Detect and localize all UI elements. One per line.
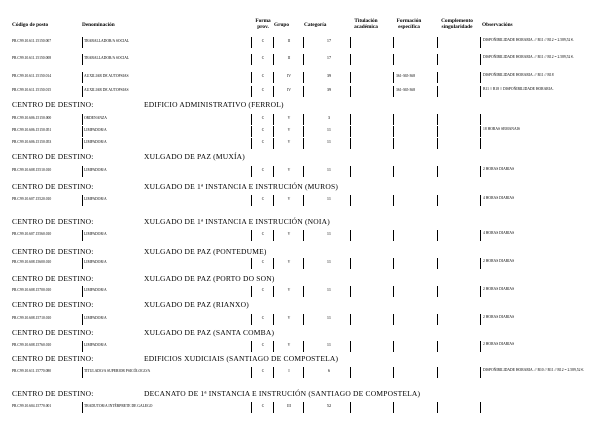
column-divider	[82, 72, 83, 83]
centro-destino-label: CENTRO DE DESTINO:	[12, 247, 94, 256]
table-row	[0, 258, 615, 271]
column-divider	[393, 166, 394, 177]
column-divider	[480, 72, 481, 83]
row-denominacion: LIMPADOR/A	[84, 140, 107, 144]
column-divider	[437, 166, 438, 177]
row-code: PR.C99.10.608.15510.010	[12, 168, 52, 172]
row-code: PR.C99.10.611.15770.080	[12, 369, 52, 373]
centro-destino-label: CENTRO DE DESTINO:	[12, 100, 94, 109]
row-grupo: III	[287, 404, 291, 408]
column-divider	[82, 230, 83, 241]
row-denominacion: LIMPADOR/A	[84, 288, 107, 292]
row-denominacion: LIMPADOR/A	[84, 316, 107, 320]
row-categoria: 6	[327, 367, 331, 373]
column-divider	[480, 166, 481, 177]
column-divider	[437, 114, 438, 125]
row-grupo: V	[287, 140, 291, 144]
column-divider	[393, 367, 394, 378]
table-row	[0, 37, 615, 50]
header-forma: Forma prov.	[255, 18, 271, 30]
column-divider	[393, 138, 394, 149]
row-code: PR.C99.10.606.15150.051	[12, 128, 52, 132]
row-observacions: 2 HORAS DIARIAS	[483, 287, 515, 291]
table-row	[0, 230, 615, 243]
row-forma-prov: C	[261, 404, 265, 408]
column-divider	[393, 258, 394, 269]
header-observaciones: Observacións	[482, 22, 513, 28]
column-divider	[437, 195, 438, 206]
row-denominacion: LIMPADOR/A	[84, 343, 107, 347]
centro-destino-label: CENTRO DE DESTINO:	[12, 182, 94, 191]
column-divider	[393, 314, 394, 325]
row-grupo: V	[287, 316, 291, 320]
row-denominacion: TRABALLADOR/A SOCIAL	[84, 56, 130, 60]
column-divider	[393, 126, 394, 137]
column-divider	[480, 138, 481, 149]
row-categoria: 39	[326, 86, 332, 92]
row-categoria: 11	[326, 230, 332, 236]
column-divider	[437, 37, 438, 48]
row-code: PR.C99.10.604.15770.001	[12, 404, 52, 408]
header-formacion: Formación específica	[396, 18, 422, 30]
row-code: PR.C99.10.611.15150.014	[12, 74, 52, 78]
table-row	[0, 138, 615, 151]
row-forma-prov: C	[261, 116, 265, 120]
row-code: PR.C99.10.608.15760.010	[12, 343, 52, 347]
row-code: PR.C99.10.606.15150.000	[12, 116, 52, 120]
column-divider	[437, 258, 438, 269]
row-denominacion: TITULADO/A SUPERIOR PSICÓLOGO/A	[84, 369, 151, 373]
header-codigo: Código de posto	[12, 22, 49, 28]
table-row	[0, 367, 615, 380]
row-denominacion: ORDENANZA	[84, 116, 107, 120]
column-divider	[393, 86, 394, 97]
row-forma-prov: C	[261, 74, 265, 78]
row-categoria: 11	[326, 126, 332, 132]
row-forma-prov: C	[261, 343, 265, 347]
header-categoria: Categoría	[304, 22, 327, 28]
column-divider	[437, 138, 438, 149]
table-row	[0, 166, 615, 179]
column-divider	[82, 114, 83, 125]
column-divider	[437, 402, 438, 413]
centro-destino-heading	[12, 100, 612, 110]
column-divider	[82, 367, 83, 378]
column-divider	[480, 114, 481, 125]
table-row	[0, 72, 615, 85]
row-categoria: 11	[326, 166, 332, 172]
row-observacions: 4 HORAS DIARIAS	[483, 196, 515, 200]
row-code: PR.C99.10.611.15150.007	[12, 39, 52, 43]
table-row	[0, 341, 615, 354]
row-forma-prov: C	[261, 56, 265, 60]
table-row	[0, 86, 615, 99]
row-categoria: 11	[326, 258, 332, 264]
row-observacions: B11 // B18 // DISPOÑIBILIDADE HORARIA.	[483, 87, 554, 91]
row-code: PR.C99.10.611.15150.008	[12, 56, 52, 60]
centro-destino-label: CENTRO DE DESTINO:	[12, 152, 94, 161]
column-divider	[82, 37, 83, 48]
row-forma-prov: C	[261, 168, 265, 172]
column-divider	[437, 367, 438, 378]
row-observacions: 18 HORAS SEMANAIS	[483, 127, 520, 131]
column-divider	[437, 314, 438, 325]
header-grupo: Grupo	[274, 22, 290, 28]
row-forma-prov: C	[261, 39, 265, 43]
row-code: PR.C99.10.607.15560.010	[12, 232, 52, 236]
table-row	[0, 54, 615, 67]
row-categoria: 39	[326, 72, 332, 78]
row-grupo: II	[287, 56, 291, 60]
centro-destino-heading	[12, 389, 612, 399]
centro-destino-label: CENTRO DE DESTINO:	[12, 300, 94, 309]
row-forma-prov: C	[261, 88, 265, 92]
column-divider	[393, 402, 394, 413]
row-denominacion: TRABALLADOR/A SOCIAL	[84, 39, 130, 43]
centro-destino-label: CENTRO DE DESTINO:	[12, 389, 94, 398]
centro-destino-name: DECANATO DE 1ª INSTANCIA E INSTRUCIÓN (SANTIAGO DE COMPOSTELA)	[144, 389, 421, 398]
row-categoria: 11	[326, 314, 332, 320]
row-grupo: IV	[287, 88, 291, 92]
row-forma-prov: C	[261, 140, 265, 144]
row-categoria: 11	[326, 286, 332, 292]
row-observacions: 2 HORAS DIARIAS	[483, 259, 515, 263]
column-divider	[82, 258, 83, 269]
column-divider	[480, 367, 481, 378]
column-divider	[437, 54, 438, 65]
row-denominacion: AUXILIAR DE AUTOPSIAS	[84, 74, 129, 78]
column-divider	[480, 286, 481, 297]
row-grupo: IV	[287, 74, 291, 78]
row-categoria: 17	[326, 37, 332, 43]
row-code: PR.C99.10.611.15150.015	[12, 88, 52, 92]
row-forma-prov: C	[261, 369, 265, 373]
column-divider	[480, 230, 481, 241]
centro-destino-name: EDIFICIO ADMINISTRATIVO (FERROL)	[144, 100, 284, 109]
header-complemento: Complemento singularidade	[441, 18, 473, 30]
row-denominacion: LIMPADOR/A	[84, 232, 107, 236]
column-divider	[393, 37, 394, 48]
row-code: PR.C99.10.608.15710.010	[12, 316, 52, 320]
column-divider	[393, 72, 394, 83]
column-divider	[393, 341, 394, 352]
row-observacions: DISPOÑIBILIDADE HORARIA. // B11 // B12 = 2.589,52 €.	[483, 55, 575, 59]
column-divider	[480, 195, 481, 206]
row-forma-prov: C	[261, 288, 265, 292]
row-forma-prov: C	[261, 128, 265, 132]
centro-destino-name: XULGADO DE 1ª INSTANCIA E INSTRUCIÓN (NOIA)	[144, 217, 330, 226]
row-grupo: V	[287, 116, 291, 120]
row-grupo: V	[287, 260, 291, 264]
row-categoria: 11	[326, 195, 332, 201]
centro-destino-heading	[12, 328, 612, 338]
column-divider	[393, 195, 394, 206]
column-divider	[393, 54, 394, 65]
row-formacion-especifica: 361-365-368	[396, 88, 416, 92]
row-observacions: 4 HORAS DIARIAS	[483, 231, 515, 235]
table-row	[0, 195, 615, 208]
row-forma-prov: C	[261, 197, 265, 201]
centro-destino-name: XULGADO DE PAZ (MUXÍA)	[144, 152, 245, 161]
column-divider	[437, 86, 438, 97]
row-grupo: V	[287, 232, 291, 236]
row-categoria: 17	[326, 54, 332, 60]
row-grupo: V	[287, 197, 291, 201]
row-categoria: 52	[326, 402, 332, 408]
column-divider	[393, 114, 394, 125]
centro-destino-label: CENTRO DE DESTINO:	[12, 274, 94, 283]
centro-destino-heading	[12, 152, 612, 162]
column-divider	[82, 314, 83, 325]
table-row	[0, 314, 615, 327]
centro-destino-name: XULGADO DE PAZ (SANTA COMBA)	[144, 328, 275, 337]
row-observacions: DISPOÑIBILIDADE HORARIA. // B11 // B12 = 2.589,52 €.	[483, 38, 575, 42]
row-grupo: V	[287, 168, 291, 172]
column-divider	[480, 37, 481, 48]
header-denominacion: Denominación	[82, 22, 115, 28]
row-denominacion: LIMPADOR/A	[84, 197, 107, 201]
column-divider	[82, 286, 83, 297]
column-divider	[82, 126, 83, 137]
row-code: PR.C99.10.607.15520.010	[12, 197, 52, 201]
row-grupo: I	[288, 369, 290, 373]
centro-destino-heading	[12, 354, 612, 364]
centro-destino-name: XULGADO DE PAZ (PORTO DO SON)	[144, 274, 275, 283]
header-titulacion: Titulación académica	[354, 18, 378, 30]
centro-destino-name: XULGADO DE PAZ (RIANXO)	[144, 300, 249, 309]
row-forma-prov: C	[261, 316, 265, 320]
column-divider	[82, 195, 83, 206]
row-denominacion: LIMPADOR/A	[84, 260, 107, 264]
row-grupo: V	[287, 128, 291, 132]
centro-destino-label: CENTRO DE DESTINO:	[12, 354, 94, 363]
row-forma-prov: C	[261, 260, 265, 264]
column-divider	[437, 230, 438, 241]
column-divider	[480, 54, 481, 65]
row-denominacion: TRADUTOR/A INTÉRPRETE DE GALEGO	[84, 404, 153, 408]
row-forma-prov: C	[261, 232, 265, 236]
row-denominacion: AUXILIAR DE AUTOPSIAS	[84, 88, 129, 92]
row-observacions: 2 HORAS DIARIAS	[483, 315, 515, 319]
column-divider	[480, 126, 481, 137]
row-categoria: 3	[327, 114, 331, 120]
centro-destino-label: CENTRO DE DESTINO:	[12, 328, 94, 337]
centro-destino-heading	[12, 182, 612, 192]
column-divider	[82, 341, 83, 352]
row-categoria: 11	[326, 341, 332, 347]
column-divider	[393, 230, 394, 241]
column-divider	[480, 402, 481, 413]
centro-destino-heading	[12, 217, 612, 227]
row-denominacion: LIMPADOR/A	[84, 128, 107, 132]
row-observacions: 2 HORAS DIARIAS	[483, 342, 515, 346]
centro-destino-heading	[12, 247, 612, 257]
column-divider	[82, 54, 83, 65]
column-divider	[82, 86, 83, 97]
table-row	[0, 402, 615, 415]
centro-destino-heading	[12, 274, 612, 284]
centro-destino-name: XULGADO DE PAZ (PONTEDUME)	[144, 247, 267, 256]
column-divider	[82, 138, 83, 149]
row-code: PR.C99.10.608.15600.010	[12, 260, 52, 264]
column-divider	[480, 341, 481, 352]
row-observacions: DISPOÑIBILIDADE HORARIA. // B10 // B11 // B12 = 2.589,52 €.	[483, 368, 585, 372]
row-grupo: V	[287, 343, 291, 347]
column-divider	[480, 258, 481, 269]
column-divider	[437, 286, 438, 297]
row-grupo: II	[287, 39, 291, 43]
column-divider	[437, 72, 438, 83]
row-observacions: DISPOÑIBILIDADE HORARIA. // B11 // B18	[483, 73, 554, 77]
row-categoria: 11	[326, 138, 332, 144]
column-divider	[82, 402, 83, 413]
row-denominacion: LIMPADOR/A	[84, 168, 107, 172]
column-divider	[437, 341, 438, 352]
row-observacions: 2 HORAS DIARIAS	[483, 167, 515, 171]
centro-destino-heading	[12, 300, 612, 310]
column-divider	[480, 86, 481, 97]
row-grupo: V	[287, 288, 291, 292]
row-code: PR.C99.10.606.15150.053	[12, 140, 52, 144]
column-divider	[393, 286, 394, 297]
row-formacion-especifica: 361-365-368	[396, 74, 416, 78]
centro-destino-name: EDIFICIOS XUDICIAIS (SANTIAGO DE COMPOSTELA)	[144, 354, 339, 363]
centro-destino-label: CENTRO DE DESTINO:	[12, 217, 94, 226]
column-divider	[437, 126, 438, 137]
centro-destino-name: XULGADO DE 1ª INSTANCIA E INSTRUCIÓN (MUROS)	[144, 182, 339, 191]
column-divider	[480, 314, 481, 325]
column-divider	[82, 166, 83, 177]
table-row	[0, 286, 615, 299]
row-code: PR.C99.10.608.15700.010	[12, 288, 52, 292]
